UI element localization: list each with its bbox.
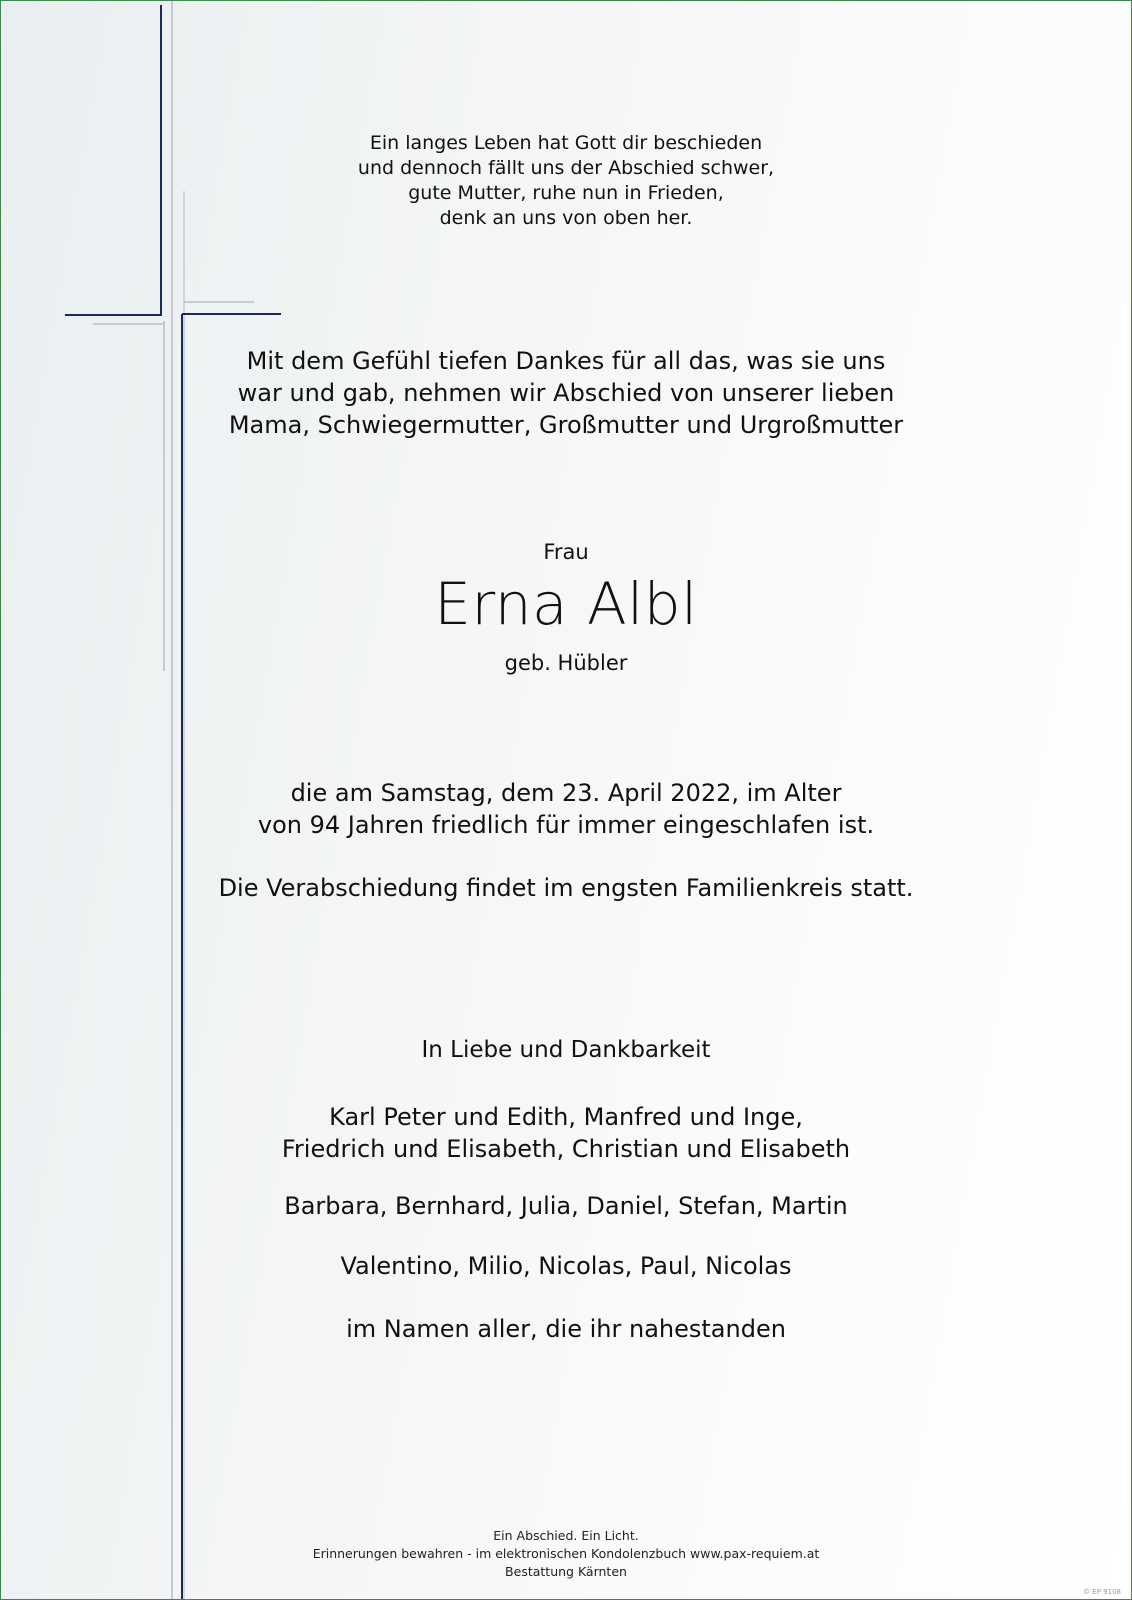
poem-line: gute Mutter, ruhe nun in Frieden, [408, 182, 724, 204]
mourners-children [171, 1101, 961, 1165]
footer-condolence-link[interactable]: Erinnerungen bewahren - im elektronischen Kondolenzbuch www.pax-requiem.at [312, 1546, 820, 1561]
poem-line: denk an uns von oben her. [439, 207, 693, 229]
footer [171, 1527, 961, 1581]
footer-slogan: Ein Abschied. Ein Licht. [493, 1528, 639, 1543]
children-line: Friedrich und Elisabeth, Christian und Elisabeth [281, 1135, 851, 1163]
farewell-notice: Die Verabschiedung findet im engsten Familienkreis statt. [218, 874, 914, 902]
death-notice [171, 777, 961, 841]
intro-text [171, 345, 961, 441]
intro-line: Mama, Schwiegermutter, Großmutter und Urgroßmutter [228, 411, 904, 439]
poem-line: und dennoch fällt uns der Abschied schwer, [357, 157, 775, 179]
poem [171, 131, 961, 231]
footer-undertaker: Bestattung Kärnten [505, 1564, 627, 1579]
death-notice-line: von 94 Jahren friedlich für immer eingeschlafen ist. [257, 811, 875, 839]
mourners-great-grandchildren: Valentino, Milio, Nicolas, Paul, Nicolas [340, 1252, 792, 1280]
copyright-mark: © EP 9108 [1083, 1588, 1121, 1596]
deceased-name: Erna Albl [434, 570, 698, 638]
death-notice-line: die am Samstag, dem 23. April 2022, im Alter [290, 779, 842, 807]
intro-line: war und gab, nehmen wir Abschied von unserer lieben [237, 379, 895, 407]
mourners-grandchildren: Barbara, Bernhard, Julia, Daniel, Stefan, Martin [284, 1192, 848, 1220]
intro-line: Mit dem Gefühl tiefen Dankes für all das, was sie uns [246, 347, 886, 375]
mourners-intro: In Liebe und Dankbarkeit [421, 1037, 711, 1063]
poem-line: Ein langes Leben hat Gott dir beschieden [369, 132, 763, 154]
salutation: Frau [543, 540, 589, 564]
birth-name: geb. Hübler [504, 651, 628, 675]
children-line: Karl Peter und Edith, Manfred und Inge, [329, 1103, 803, 1131]
mourners-closing: im Namen aller, die ihr nahestanden [346, 1315, 786, 1343]
